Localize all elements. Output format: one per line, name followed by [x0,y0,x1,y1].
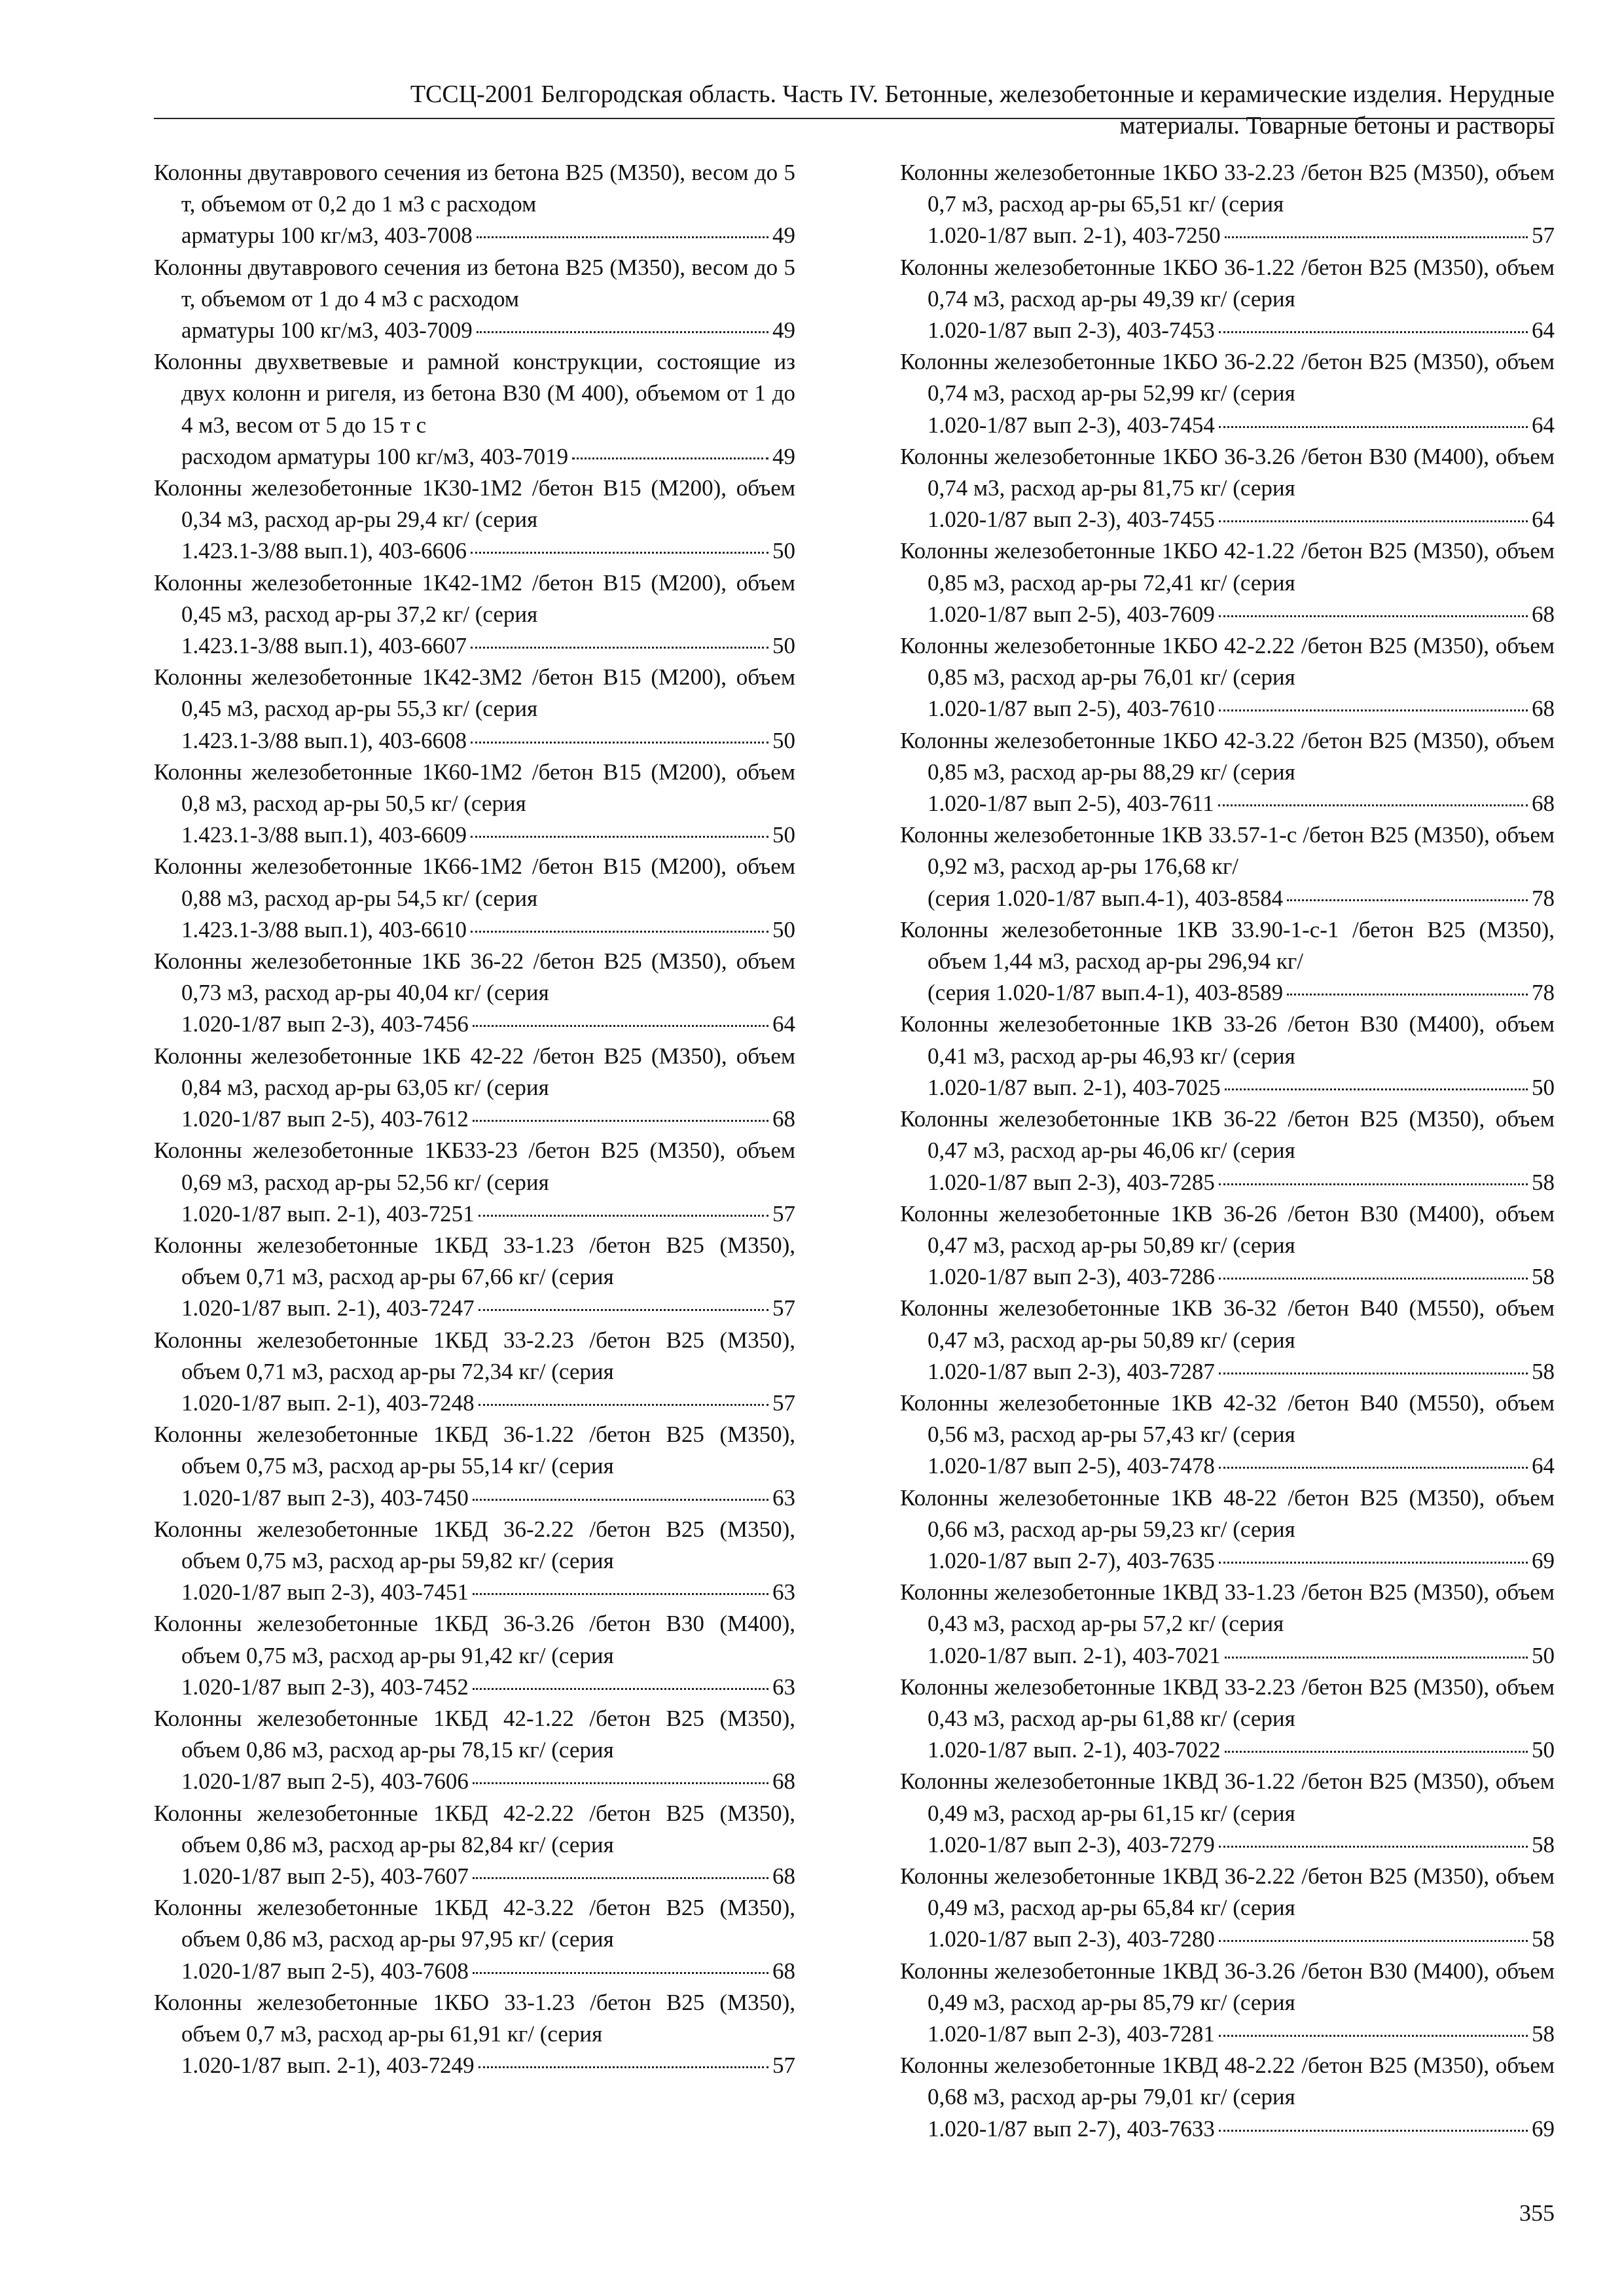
index-entry-last-line [928,2113,1555,2145]
index-entry-reference: 1.020-1/87 вып 2-7), 403-7633 [928,2115,1215,2142]
index-entry-last-line [928,1734,1555,1766]
index-entry-last-line [928,504,1555,535]
dot-leader [1225,236,1528,238]
dot-leader [471,647,768,649]
index-entry-text: Колонны железобетонные 1КВ 36-22 /бетон В25 (М350), объем 0,47 м3, расход ар-ры 46,06 кг/ (серия [900,1106,1555,1164]
index-entry [154,757,795,852]
index-entry [154,1892,795,1987]
index-entry-page: 49 [772,317,795,344]
index-entry-page: 68 [1532,696,1555,722]
index-entry-last-line [928,599,1555,630]
dot-leader [471,836,768,838]
index-entry [900,1577,1555,1672]
dot-leader [477,236,768,238]
index-entry-reference: 1.423.1-3/88 вып.1), 403-6607 [181,633,467,659]
dot-leader [473,1972,768,1974]
index-entry [154,473,795,567]
index-entry-last-line [928,1924,1555,1955]
index-entry-text: Колонны двутаврового сечения из бетона В25 (М350), весом до 5 т, объемом от 1 до 4 м3 с расходом [154,254,795,312]
index-entry-text: Колонны железобетонные 1КБО 36-1.22 /бетон В25 (М350), объем 0,74 м3, расход ар-ры 49,39 кг/ (серия [900,254,1555,312]
index-entry-last-line [181,1388,795,1419]
index-entry-text: Колонны железобетонные 1КВД 33-2.23 /бетон В25 (М350), объем 0,43 м3, расход ар-ры 61,88 кг/ (серия [900,1674,1555,1731]
dot-leader [1219,615,1528,617]
index-entry-reference: 1.020-1/87 вып 2-3), 403-7285 [928,1169,1215,1195]
dot-leader [1225,1751,1528,1753]
index-entry-reference: (серия 1.020-1/87 вып.4-1), 403-8584 [928,885,1284,911]
dot-leader [1219,1372,1528,1374]
index-entry-last-line [928,1545,1555,1577]
index-entry-text: Колонны железобетонные 1КВ 36-32 /бетон В40 (М550), объем 0,47 м3, расход ар-ры 50,89 кг/ (серия [900,1295,1555,1353]
index-entry-text: Колонны железобетонные 1К42-3М2 /бетон В15 (М200), объем 0,45 м3, расход ар-ры 55,3 кг/ (серия [154,664,795,722]
dot-leader [473,1499,768,1501]
index-entry [900,725,1555,820]
dot-leader [1219,1940,1528,1942]
index-entry [154,1325,795,1420]
index-entry-reference: 1.020-1/87 вып. 2-1), 403-7248 [181,1390,475,1416]
index-entry-reference: 1.020-1/87 вып. 2-1), 403-7247 [181,1295,475,1321]
index-entry [900,535,1555,630]
index-entry-last-line [928,693,1555,725]
dot-leader [1219,1278,1528,1280]
dot-leader [1219,426,1528,428]
index-entry-text: Колонны железобетонные 1КБД 42-1.22 /бетон В25 (М350), объем 0,86 м3, расход ар-ры 78,15 кг/ (серия [154,1705,795,1763]
dot-leader [1287,899,1528,901]
index-entry-page: 50 [772,727,795,753]
index-entry-text: Колонны железобетонные 1КВ 36-26 /бетон В30 (М400), объем 0,47 м3, расход ар-ры 50,89 кг/ (серия [900,1200,1555,1258]
index-entry-text: Колонны железобетонные 1КБД 36-2.22 /бетон В25 (М350), объем 0,75 м3, расход ар-ры 59,82 кг/ (серия [154,1516,795,1573]
index-entry [154,567,795,662]
index-entry [900,630,1555,725]
index-entry-page: 64 [1532,317,1555,344]
index-entry-page: 78 [1532,980,1555,1006]
index-entry [900,441,1555,536]
index-entry [900,1766,1555,1861]
index-entry-last-line [181,220,795,251]
index-entry [900,1293,1555,1388]
dot-leader [471,931,768,933]
index-entry [154,946,795,1041]
index-entry-text: Колонны железобетонные 1КВ 33-26 /бетон В30 (М400), объем 0,41 м3, расход ар-ры 46,93 кг/ (серия [900,1011,1555,1069]
dot-leader [1219,1183,1528,1185]
index-entry-reference: 1.020-1/87 вып. 2-1), 403-7249 [181,2053,475,2079]
index-entry-page: 69 [1532,2115,1555,2142]
index-entry-text: Колонны железобетонные 1КВ 48-22 /бетон В25 (М350), объем 0,66 м3, расход ар-ры 59,23 кг/ (серия [900,1484,1555,1542]
index-entry-page: 64 [1532,1453,1555,1479]
index-entry [900,1672,1555,1767]
index-entry [900,819,1555,914]
index-entry-page: 50 [772,822,795,848]
index-entry-text: Колонны железобетонные 1КВД 36-2.22 /бетон В25 (М350), объем 0,49 м3, расход ар-ры 65,84 кг/ (серия [900,1863,1555,1921]
index-entry-text: Колонны железобетонные 1КБ33-23 /бетон В25 (М350), объем 0,69 м3, расход ар-ры 52,56 кг/ (серия [154,1138,795,1195]
index-entry-text: Колонны железобетонные 1КБ 42-22 /бетон В25 (М350), объем 0,84 м3, расход ар-ры 63,05 кг/ (серия [154,1043,795,1100]
index-entry-text: Колонны железобетонные 1КБД 36-3.26 /бетон В30 (М400), объем 0,75 м3, расход ар-ры 91,42 кг/ (серия [154,1611,795,1668]
index-entry-page: 63 [772,1484,795,1511]
index-entry-page: 68 [772,1863,795,1889]
index-entry-page: 68 [772,1958,795,1984]
index-entry-last-line [928,1640,1555,1672]
index-entry [154,1608,795,1703]
index-entry-text: Колонны железобетонные 1КВД 36-1.22 /бетон В25 (М350), объем 0,49 м3, расход ар-ры 61,15 кг/ (серия [900,1768,1555,1826]
index-entry-page: 58 [1532,1926,1555,1952]
index-entry-last-line [181,1293,795,1324]
index-entry-last-line [928,1167,1555,1198]
index-entry [900,1198,1555,1293]
index-entry-reference: 1.020-1/87 вып 2-3), 403-7450 [181,1484,469,1511]
dot-leader [471,742,768,744]
index-entry-last-line [928,410,1555,441]
dot-leader [478,1215,768,1217]
dot-leader [473,1593,768,1595]
dot-leader [1219,1846,1528,1848]
index-entry-text: Колонны железобетонные 1КВ 42-32 /бетон В40 (М550), объем 0,56 м3, расход ар-ры 57,43 кг/ (серия [900,1390,1555,1448]
index-entry-reference: 1.020-1/87 вып 2-3), 403-7453 [928,317,1215,344]
dot-leader [477,331,768,333]
dot-leader [1219,2035,1528,2037]
index-entry [900,1009,1555,1103]
index-entry-reference: арматуры 100 кг/м3, 403-7009 [181,317,473,344]
index-entry-reference: 1.020-1/87 вып 2-3), 403-7281 [928,2020,1215,2047]
index-entry [154,157,795,252]
index-entry [154,1041,795,1136]
dot-leader [473,1025,768,1027]
index-entry [154,1135,795,1230]
index-entry-reference: 1.020-1/87 вып 2-7), 403-7635 [928,1547,1215,1573]
index-entry-text: Колонны железобетонные 1КБО 42-1.22 /бетон В25 (М350), объем 0,85 м3, расход ар-ры 72,41 кг/ (серия [900,538,1555,596]
index-entry-reference: 1.020-1/87 вып 2-5), 403-7608 [181,1958,469,1984]
index-entry-reference: 1.020-1/87 вып 2-5), 403-7606 [181,1768,469,1795]
index-entry-text: Колонны железобетонные 1К42-1М2 /бетон В15 (М200), объем 0,45 м3, расход ар-ры 37,2 кг/ (серия [154,569,795,627]
index-entry-last-line [928,315,1555,346]
index-entry-reference: 1.020-1/87 вып. 2-1), 403-7251 [181,1200,475,1227]
index-entry-reference: арматуры 100 кг/м3, 403-7008 [181,223,473,249]
index-entry [900,1388,1555,1482]
index-entry [900,914,1555,1009]
index-column-left [154,157,795,2081]
index-entry-text: Колонны железобетонные 1К30-1М2 /бетон В15 (М200), объем 0,34 м3, расход ар-ры 29,4 кг/ (серия [154,475,795,533]
running-header-line-2: материалы. Товарные бетоны и растворы [1119,112,1555,139]
index-entry [900,252,1555,347]
index-entry-reference: 1.423.1-3/88 вып.1), 403-6609 [181,822,467,848]
dot-leader [1219,1562,1528,1564]
dot-leader [478,1404,768,1406]
index-entry-last-line [181,725,795,757]
index-entry-text: Колонны железобетонные 1К66-1М2 /бетон В15 (М200), объем 0,88 м3, расход ар-ры 54,5 кг/ (серия [154,853,795,911]
index-entry [900,1103,1555,1198]
index-entry-page: 64 [1532,412,1555,438]
index-entry-page: 68 [772,1768,795,1795]
index-entry-page: 50 [772,916,795,942]
index-column-right [900,157,1555,2145]
index-entry-page: 68 [1532,601,1555,627]
dot-leader [478,1309,768,1311]
dot-leader [473,1782,768,1784]
dot-leader [1287,994,1528,996]
index-entry [154,1419,795,1514]
index-entry-text: Колонны железобетонные 1КВ 33.57-1-с /бетон В25 (М350), объем 0,92 м3, расход ар-ры 176,68 кг/ [900,822,1555,880]
header-rule [154,118,1555,119]
index-entry-page: 50 [772,633,795,659]
index-entry-last-line [181,914,795,946]
index-entry [154,1230,795,1325]
index-entry-text: Колонны железобетонные 1КБО 42-2.22 /бетон В25 (М350), объем 0,85 м3, расход ар-ры 76,01 кг/ (серия [900,633,1555,691]
index-entry-page: 68 [1532,791,1555,817]
index-entry-reference: 1.020-1/87 вып. 2-1), 403-7022 [928,1737,1221,1763]
index-entry-reference: 1.020-1/87 вып. 2-1), 403-7250 [928,223,1221,249]
dot-leader [1219,709,1528,711]
dot-leader [473,1120,768,1122]
index-entry-reference: 1.020-1/87 вып 2-3), 403-7455 [928,507,1215,533]
index-entry-reference: (серия 1.020-1/87 вып.4-1), 403-8589 [928,980,1284,1006]
index-entry-page: 57 [772,2053,795,2079]
index-entry-page: 50 [772,538,795,564]
index-entry-last-line [181,819,795,851]
index-entry [900,346,1555,441]
dot-leader [1219,1467,1528,1469]
dot-leader [478,2066,768,2068]
index-entry-last-line [181,1956,795,1987]
index-entry-page: 64 [772,1011,795,1037]
index-entry [154,252,795,347]
index-entry [900,1956,1555,2051]
index-entry-text: Колонны железобетонные 1КБД 33-2.23 /бетон В25 (М350), объем 0,71 м3, расход ар-ры 72,34 кг/ (серия [154,1327,795,1384]
dot-leader [1219,2130,1528,2132]
index-entry-text: Колонны железобетонные 1КБО 33-2.23 /бетон В25 (М350), объем 0,7 м3, расход ар-ры 65,51 кг/ (серия [900,160,1555,217]
index-entry-last-line [928,883,1555,914]
index-entry-last-line [928,1450,1555,1482]
index-entry-text: Колонны железобетонные 1КВ 33.90-1-с-1 /бетон В25 (М350), объем 1,44 м3, расход ар-ры 296,94 кг/ [900,916,1555,975]
index-entry-reference: 1.020-1/87 вып 2-3), 403-7456 [181,1011,469,1037]
index-entry-last-line [181,1577,795,1608]
index-entry-page: 63 [772,1674,795,1700]
index-entry-page: 58 [1532,1831,1555,1857]
index-entry-reference: 1.020-1/87 вып 2-3), 403-7287 [928,1358,1215,1384]
dot-leader [1225,1657,1528,1659]
index-entry-page: 57 [772,1200,795,1227]
dot-leader [473,1877,768,1879]
index-entry-text: Колонны железобетонные 1КБО 33-1.23 /бетон В25 (М350), объем 0,7 м3, расход ар-ры 61,91 кг/ (серия [154,1989,795,2047]
index-entry-text: Колонны железобетонные 1КБО 42-3.22 /бетон В25 (М350), объем 0,85 м3, расход ар-ры 88,29 кг/ (серия [900,727,1555,785]
index-entry-last-line [181,1009,795,1040]
index-entry-last-line [928,1356,1555,1388]
index-entry-text: Колонны двухветвевые и рамной конструкции, состоящие из двух колонн и ригеля, из бетона В30 (М 400), объемом от 1 до 4 м3, весом от 5 до 15 т с [154,349,795,438]
index-entry-page: 58 [1532,1358,1555,1384]
index-entry [154,851,795,946]
dot-leader [1219,331,1528,333]
running-header [154,79,1555,141]
index-entry-last-line [181,1861,795,1892]
index-entry-text: Колонны железобетонные 1КБД 36-1.22 /бетон В25 (М350), объем 0,75 м3, расход ар-ры 55,14 кг/ (серия [154,1422,795,1479]
page-number: 355 [1519,2200,1555,2226]
index-entry-text: Колонны железобетонные 1КБО 36-3.26 /бетон В30 (М400), объем 0,74 м3, расход ар-ры 81,75 кг/ (серия [900,443,1555,501]
dot-leader [572,457,768,459]
index-entry-page: 50 [1532,1074,1555,1100]
index-entry-last-line [181,1766,795,1797]
index-entry [154,346,795,473]
index-entry-text: Колонны железобетонные 1КБД 42-3.22 /бетон В25 (М350), объем 0,86 м3, расход ар-ры 97,95 кг/ (серия [154,1895,795,1952]
index-entry-last-line [181,1103,795,1135]
index-entry-reference: 1.423.1-3/88 вып.1), 403-6606 [181,538,467,564]
index-entry-last-line [181,315,795,346]
index-entry-page: 50 [1532,1642,1555,1668]
index-entry-text: Колонны железобетонные 1КБД 33-1.23 /бетон В25 (М350), объем 0,71 м3, расход ар-ры 67,66 кг/ (серия [154,1232,795,1290]
index-entry-reference: 1.020-1/87 вып 2-3), 403-7451 [181,1579,469,1605]
dot-leader [1218,804,1528,806]
index-entry-text: Колонны железобетонные 1КБД 42-2.22 /бетон В25 (М350), объем 0,86 м3, расход ар-ры 82,84 кг/ (серия [154,1800,795,1857]
index-entry-text: Колонны железобетонные 1КБО 36-2.22 /бетон В25 (М350), объем 0,74 м3, расход ар-ры 52,99 кг/ (серия [900,349,1555,406]
index-entry-reference: 1.423.1-3/88 вып.1), 403-6610 [181,916,467,942]
index-entry-page: 57 [772,1390,795,1416]
index-entry-reference: 1.020-1/87 вып 2-5), 403-7610 [928,696,1215,722]
index-entry-last-line [181,1672,795,1703]
index-entry-reference: 1.020-1/87 вып. 2-1), 403-7025 [928,1074,1221,1100]
index-entry [154,1987,795,2082]
index-entry-page: 58 [1532,1264,1555,1290]
index-entry-text: Колонны железобетонные 1КВД 33-1.23 /бетон В25 (М350), объем 0,43 м3, расход ар-ры 57,2 кг/ (серия [900,1579,1555,1637]
index-entry-reference: 1.020-1/87 вып 2-3), 403-7286 [928,1264,1215,1290]
index-entry [900,157,1555,252]
index-entry [154,662,795,757]
index-entry-last-line [928,220,1555,251]
dot-leader [1225,1088,1528,1090]
dot-leader [473,1688,768,1690]
dot-leader [1219,520,1528,522]
index-entry-last-line [928,977,1555,1009]
index-entry [154,1514,795,1609]
index-entry-reference: расходом арматуры 100 кг/м3, 403-7019 [181,443,569,469]
index-entry-page: 64 [1532,507,1555,533]
index-entry-reference: 1.020-1/87 вып. 2-1), 403-7021 [928,1642,1221,1668]
index-entry-last-line [928,1829,1555,1861]
index-entry-text: Колонны железобетонные 1КВД 48-2.22 /бетон В25 (М350), объем 0,68 м3, расход ар-ры 79,01 кг/ (серия [900,2053,1555,2110]
index-entry-last-line [928,788,1555,819]
index-entry-page: 63 [772,1579,795,1605]
index-entry-text: Колонны двутаврового сечения из бетона В25 (М350), весом до 5 т, объемом от 0,2 до 1 м3 с расходом [154,160,795,217]
index-entry-page: 57 [1532,223,1555,249]
index-entry-reference: 1.020-1/87 вып 2-3), 403-7280 [928,1926,1215,1952]
index-entry-page: 49 [772,443,795,469]
index-entry-last-line [181,2050,795,2081]
index-entry-reference: 1.020-1/87 вып 2-3), 403-7454 [928,412,1215,438]
running-header-line-1: ТССЦ-2001 Белгородская область. Часть IV. Бетонные, железобетонные и керамические изделия. Нерудные [410,81,1555,108]
index-entry-last-line [181,1198,795,1230]
index-entry-reference: 1.020-1/87 вып 2-5), 403-7609 [928,601,1215,627]
index-entry-last-line [181,630,795,662]
index-entry-reference: 1.020-1/87 вып 2-3), 403-7279 [928,1831,1215,1857]
index-entry-last-line [928,1261,1555,1293]
index-entry [900,2050,1555,2145]
index-entry-page: 49 [772,223,795,249]
index-entry-page: 58 [1532,1169,1555,1195]
index-entry-last-line [181,1482,795,1514]
index-entry-reference: 1.020-1/87 вып 2-5), 403-7478 [928,1453,1215,1479]
index-entry-page: 57 [772,1295,795,1321]
index-entry [154,1703,795,1798]
index-entry-page: 68 [772,1106,795,1132]
index-entry-page: 58 [1532,2020,1555,2047]
index-entry-page: 69 [1532,1547,1555,1573]
index-entry-reference: 1.423.1-3/88 вып.1), 403-6608 [181,727,467,753]
index-entry [154,1798,795,1893]
index-entry-reference: 1.020-1/87 вып 2-5), 403-7612 [181,1106,469,1132]
index-entry-page: 50 [1532,1737,1555,1763]
dot-leader [471,552,768,554]
index-entry-reference: 1.020-1/87 вып 2-3), 403-7452 [181,1674,469,1700]
index-entry-reference: 1.020-1/87 вып 2-5), 403-7611 [928,791,1214,817]
index-entry-last-line [928,2018,1555,2050]
index-entry [900,1482,1555,1577]
index-entry-last-line [181,441,795,473]
index-entry [900,1861,1555,1956]
index-entry-last-line [928,1072,1555,1103]
index-entry-page: 78 [1532,885,1555,911]
index-entry-reference: 1.020-1/87 вып 2-5), 403-7607 [181,1863,469,1889]
index-entry-text: Колонны железобетонные 1КВД 36-3.26 /бетон В30 (М400), объем 0,49 м3, расход ар-ры 85,79 кг/ (серия [900,1958,1555,2015]
index-entry-text: Колонны железобетонные 1К60-1М2 /бетон В15 (М200), объем 0,8 м3, расход ар-ры 50,5 кг/ (серия [154,759,795,817]
index-entry-last-line [181,535,795,567]
index-entry-text: Колонны железобетонные 1КБ 36-22 /бетон В25 (М350), объем 0,73 м3, расход ар-ры 40,04 кг/ (серия [154,948,795,1006]
